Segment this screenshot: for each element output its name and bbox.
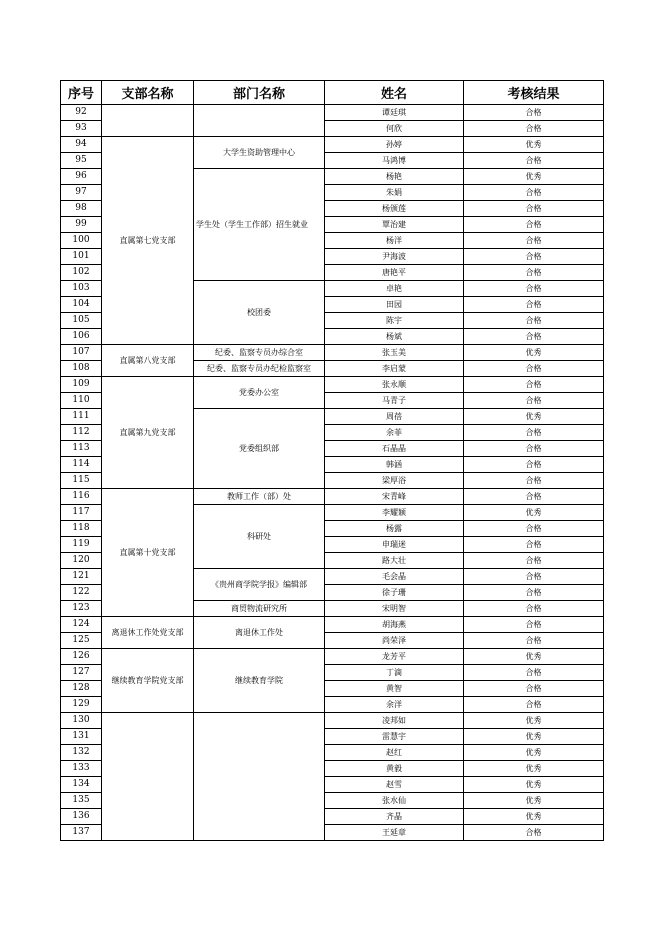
row-seq: 121 [61,569,102,585]
row-result: 合格 [464,665,604,681]
row-result: 优秀 [464,345,604,361]
dept-cell: 商贸物流研究所 [194,601,325,617]
branch-cell: 离退休工作处党支部 [102,617,194,649]
row-seq: 101 [61,249,102,265]
row-name: 宋青峰 [325,489,464,505]
row-name: 余洋 [325,697,464,713]
row-result: 合格 [464,601,604,617]
row-name: 黄毅 [325,761,464,777]
row-name: 杨斌 [325,329,464,345]
row-seq: 135 [61,793,102,809]
row-result: 优秀 [464,793,604,809]
row-result: 优秀 [464,761,604,777]
row-result: 合格 [464,201,604,217]
row-seq: 94 [61,137,102,153]
row-seq: 96 [61,169,102,185]
row-result: 优秀 [464,729,604,745]
row-name: 路大壮 [325,553,464,569]
row-seq: 120 [61,553,102,569]
row-name: 王延章 [325,825,464,841]
table-row [61,345,604,361]
row-name: 雷慧宇 [325,729,464,745]
row-name: 凌邦如 [325,713,464,729]
row-name: 朱娟 [325,185,464,201]
row-name: 胡海燕 [325,617,464,633]
branch-cell: 直属第八党支部 [102,345,194,377]
branch-cell: 直属第七党支部 [102,137,194,345]
row-name: 韩涵 [325,457,464,473]
row-result: 优秀 [464,809,604,825]
row-result: 合格 [464,825,604,841]
header-branch: 支部名称 [102,81,194,105]
row-name: 黄智 [325,681,464,697]
row-name: 李耀颖 [325,505,464,521]
dept-cell: 纪委、监察专员办综合室 [194,345,325,361]
row-seq: 107 [61,345,102,361]
row-seq: 104 [61,297,102,313]
row-name: 余菲 [325,425,464,441]
row-result: 合格 [464,425,604,441]
row-name: 张水仙 [325,793,464,809]
table-row [61,649,604,665]
row-seq: 131 [61,729,102,745]
table-row [61,489,604,505]
row-seq: 126 [61,649,102,665]
row-name: 丁滴 [325,665,464,681]
row-result: 优秀 [464,169,604,185]
row-name: 申瑞迷 [325,537,464,553]
row-result: 合格 [464,361,604,377]
branch-cell [102,105,194,137]
row-result: 合格 [464,377,604,393]
row-seq: 113 [61,441,102,457]
row-name: 毛会晶 [325,569,464,585]
row-seq: 105 [61,313,102,329]
row-seq: 108 [61,361,102,377]
row-result: 合格 [464,329,604,345]
header-name: 姓名 [325,81,464,105]
row-seq: 99 [61,217,102,233]
row-seq: 119 [61,537,102,553]
row-result: 合格 [464,489,604,505]
table-row [61,105,604,121]
row-result: 合格 [464,249,604,265]
row-seq: 102 [61,265,102,281]
row-result: 优秀 [464,745,604,761]
table-body [61,105,604,841]
dept-cell: 党委办公室 [194,377,325,409]
row-seq: 103 [61,281,102,297]
branch-cell: 直属第十党支部 [102,489,194,617]
header-seq: 序号 [61,81,102,105]
dept-cell: 纪委、监察专员办纪检监察室 [194,361,325,377]
row-name: 杨露 [325,521,464,537]
row-seq: 136 [61,809,102,825]
row-seq: 116 [61,489,102,505]
row-name: 宋明智 [325,601,464,617]
row-result: 优秀 [464,713,604,729]
row-result: 合格 [464,185,604,201]
row-result: 合格 [464,121,604,137]
branch-cell: 直属第九党支部 [102,377,194,489]
row-result: 合格 [464,105,604,121]
row-seq: 132 [61,745,102,761]
row-name: 赵雪 [325,777,464,793]
row-seq: 110 [61,393,102,409]
row-result: 合格 [464,537,604,553]
row-seq: 111 [61,409,102,425]
row-result: 优秀 [464,409,604,425]
header-result: 考核结果 [464,81,604,105]
row-seq: 127 [61,665,102,681]
row-name: 张玉美 [325,345,464,361]
row-seq: 92 [61,105,102,121]
row-name: 田园 [325,297,464,313]
row-seq: 125 [61,633,102,649]
row-result: 合格 [464,313,604,329]
row-result: 合格 [464,473,604,489]
row-name: 杨洋 [325,233,464,249]
row-name: 赵红 [325,745,464,761]
row-result: 合格 [464,697,604,713]
dept-cell: 党委组织部 [194,409,325,489]
row-name: 孙婷 [325,137,464,153]
row-result: 合格 [464,441,604,457]
row-result: 合格 [464,681,604,697]
table-row [61,713,604,729]
row-result: 合格 [464,521,604,537]
dept-cell: 教师工作（部）处 [194,489,325,505]
row-result: 优秀 [464,505,604,521]
row-result: 合格 [464,217,604,233]
row-result: 合格 [464,265,604,281]
row-result: 合格 [464,585,604,601]
row-name: 龙芳平 [325,649,464,665]
table-row [61,617,604,633]
dept-cell: 大学生资助管理中心 [194,137,325,169]
row-name: 张永顺 [325,377,464,393]
row-result: 合格 [464,457,604,473]
row-result: 合格 [464,633,604,649]
row-seq: 106 [61,329,102,345]
row-name: 齐晶 [325,809,464,825]
row-name: 杨颁莲 [325,201,464,217]
dept-cell [194,713,325,841]
row-name: 谭廷琪 [325,105,464,121]
header-row [61,81,604,105]
dept-cell: 《贵州商学院学报》编辑部 [194,569,325,601]
row-name: 石晶晶 [325,441,464,457]
row-seq: 130 [61,713,102,729]
row-seq: 124 [61,617,102,633]
row-result: 合格 [464,153,604,169]
row-seq: 114 [61,457,102,473]
row-seq: 118 [61,521,102,537]
row-name: 徐子珊 [325,585,464,601]
row-result: 优秀 [464,137,604,153]
row-seq: 93 [61,121,102,137]
dept-cell: 离退休工作处 [194,617,325,649]
row-name: 尹海波 [325,249,464,265]
row-seq: 109 [61,377,102,393]
row-name: 覃治建 [325,217,464,233]
row-result: 合格 [464,233,604,249]
row-seq: 128 [61,681,102,697]
row-seq: 137 [61,825,102,841]
row-name: 卓艳 [325,281,464,297]
row-seq: 129 [61,697,102,713]
row-result: 优秀 [464,777,604,793]
dept-cell [194,105,325,137]
branch-cell: 继续教育学院党支部 [102,649,194,713]
row-seq: 112 [61,425,102,441]
dept-cell: 继续教育学院 [194,649,325,713]
dept-cell: 校团委 [194,281,325,345]
row-name: 周蓓 [325,409,464,425]
row-name: 陈宇 [325,313,464,329]
table-row [61,137,604,153]
row-name: 马青子 [325,393,464,409]
row-result: 合格 [464,617,604,633]
dept-cell: 科研处 [194,505,325,569]
branch-cell [102,713,194,841]
assessment-table [60,80,604,841]
row-name: 杨艳 [325,169,464,185]
row-seq: 98 [61,201,102,217]
row-seq: 95 [61,153,102,169]
row-seq: 122 [61,585,102,601]
row-seq: 100 [61,233,102,249]
row-name: 梁厚浴 [325,473,464,489]
header-dept: 部门名称 [194,81,325,105]
row-name: 马鸿博 [325,153,464,169]
row-seq: 134 [61,777,102,793]
table-row [61,377,604,393]
row-result: 合格 [464,393,604,409]
row-seq: 123 [61,601,102,617]
row-name: 何欣 [325,121,464,137]
row-name: 唐艳平 [325,265,464,281]
row-name: 尚荣泽 [325,633,464,649]
row-result: 合格 [464,297,604,313]
row-result: 合格 [464,553,604,569]
dept-cell: 学生处（学生工作部）招生就业 [194,169,325,281]
row-seq: 133 [61,761,102,777]
row-seq: 117 [61,505,102,521]
row-name: 李启蒙 [325,361,464,377]
row-result: 合格 [464,569,604,585]
row-seq: 97 [61,185,102,201]
row-result: 优秀 [464,649,604,665]
row-seq: 115 [61,473,102,489]
row-result: 合格 [464,281,604,297]
